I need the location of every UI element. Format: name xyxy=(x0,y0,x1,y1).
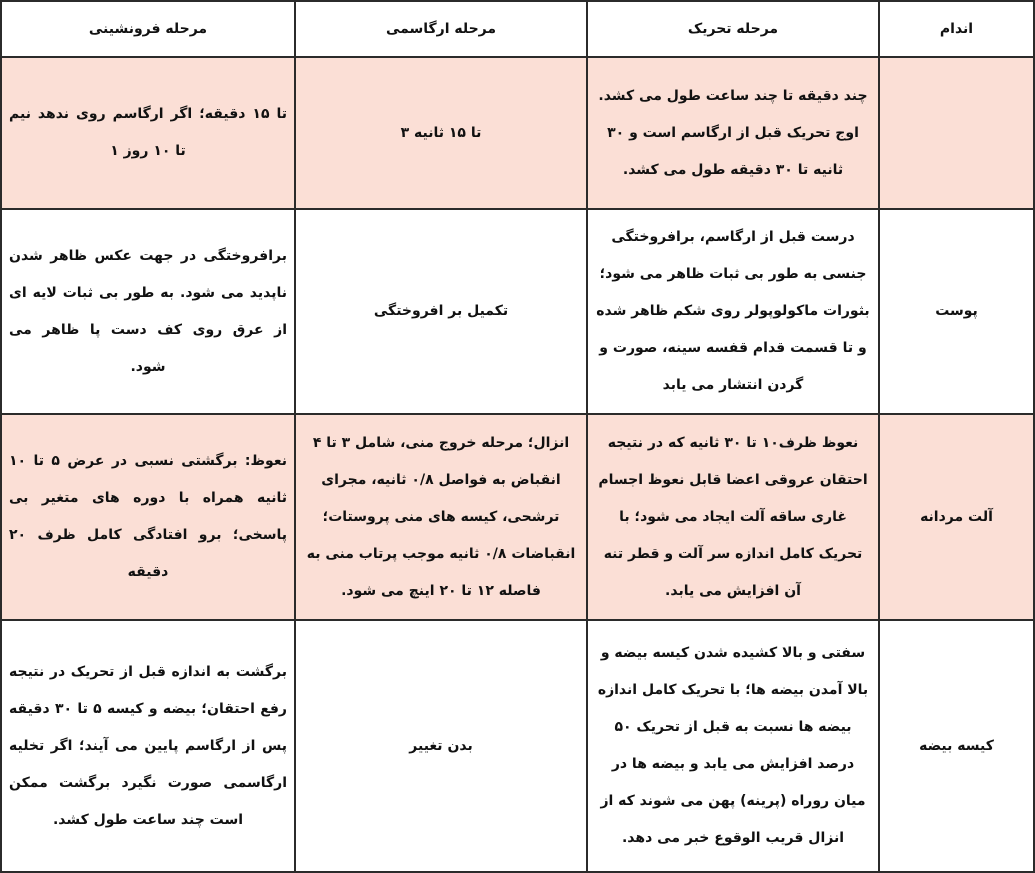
table-row xyxy=(1,620,1034,872)
header-excitement: مرحله تحریک xyxy=(587,1,879,57)
cell-organ xyxy=(879,57,1034,209)
table-row xyxy=(1,209,1034,414)
header-resolution: مرحله فرونشینی xyxy=(1,1,295,57)
header-organ: اندام xyxy=(879,1,1034,57)
cell-orgasm: تکمیل بر افروختگی xyxy=(295,209,587,414)
cell-resolution: نعوظ: برگشتی نسبی در عرض ۵ تا ۱۰ ثانیه همراه با دوره های متغیر بی پاسخی؛ برو افتادگی کامل ظرف ۲۰ دقیقه xyxy=(1,414,295,620)
table-header-row xyxy=(1,1,1034,57)
cell-orgasm: بدن تغییر xyxy=(295,620,587,872)
cell-excitement: سفتی و بالا کشیده شدن کیسه بیضه و بالا آمدن بیضه ها؛ با تحریک کامل اندازه بیضه ها نسبت به قبل از تحریک ۵۰ درصد افزایش می یابد و بیضه ها در میان روراه (پرینه) پهن می شوند که از انزال قریب الوقوع خبر می دهد. xyxy=(587,620,879,872)
cell-organ: کیسه بیضه xyxy=(879,620,1034,872)
cell-resolution: تا ۱۵ دقیقه؛ اگر ارگاسم روی ندهد نیم تا ۱۰ روز ۱ xyxy=(1,57,295,209)
cell-excitement: نعوظ ظرف۱۰ تا ۳۰ ثانیه که در نتیجه احتقان عروقی اعضا قابل نعوظ اجسام غاری ساقه آلت ایجاد می شود؛ با تحریک کامل اندازه سر آلت و قطر تنه آن افزایش می یابد. xyxy=(587,414,879,620)
cell-excitement: درست قبل از ارگاسم، برافروختگی جنسی به طور بی ثبات ظاهر می شود؛ بثورات ماکولوپولر روی شکم ظاهر شده و تا قسمت قدام قفسه سینه، صورت و گردن انتشار می یابد xyxy=(587,209,879,414)
cell-orgasm: تا ۱۵ ثانیه ۳ xyxy=(295,57,587,209)
cell-organ: آلت مردانه xyxy=(879,414,1034,620)
cell-orgasm: انزال؛ مرحله خروج منی، شامل ۳ تا ۴ انقباض به فواصل ۰/۸ ثانیه، مجرای ترشحی، کیسه های منی پروستات؛ انقباضات ۰/۸ ثانیه موجب پرتاب منی به فاصله ۱۲ تا ۲۰ اینچ می شود. xyxy=(295,414,587,620)
cell-excitement: چند دقیقه تا چند ساعت طول می کشد. اوج تحریک قبل از ارگاسم است و ۳۰ ثانیه تا ۳۰ دقیقه طول می کشد. xyxy=(587,57,879,209)
table-row xyxy=(1,414,1034,620)
cell-organ: پوست xyxy=(879,209,1034,414)
header-orgasm: مرحله ارگاسمی xyxy=(295,1,587,57)
cell-resolution: برگشت به اندازه قبل از تحریک در نتیجه رفع احتقان؛ بیضه و کیسه ۵ تا ۳۰ دقیقه پس از ارگاسم پایین می آیند؛ اگر تخلیه ارگاسمی صورت نگیرد برگشت ممکن است چند ساعت طول کشد. xyxy=(1,620,295,872)
table-row xyxy=(1,57,1034,209)
cell-resolution: برافروختگی در جهت عکس ظاهر شدن ناپدید می شود. به طور بی ثبات لایه ای از عرق روی کف دست پا ظاهر می شود. xyxy=(1,209,295,414)
